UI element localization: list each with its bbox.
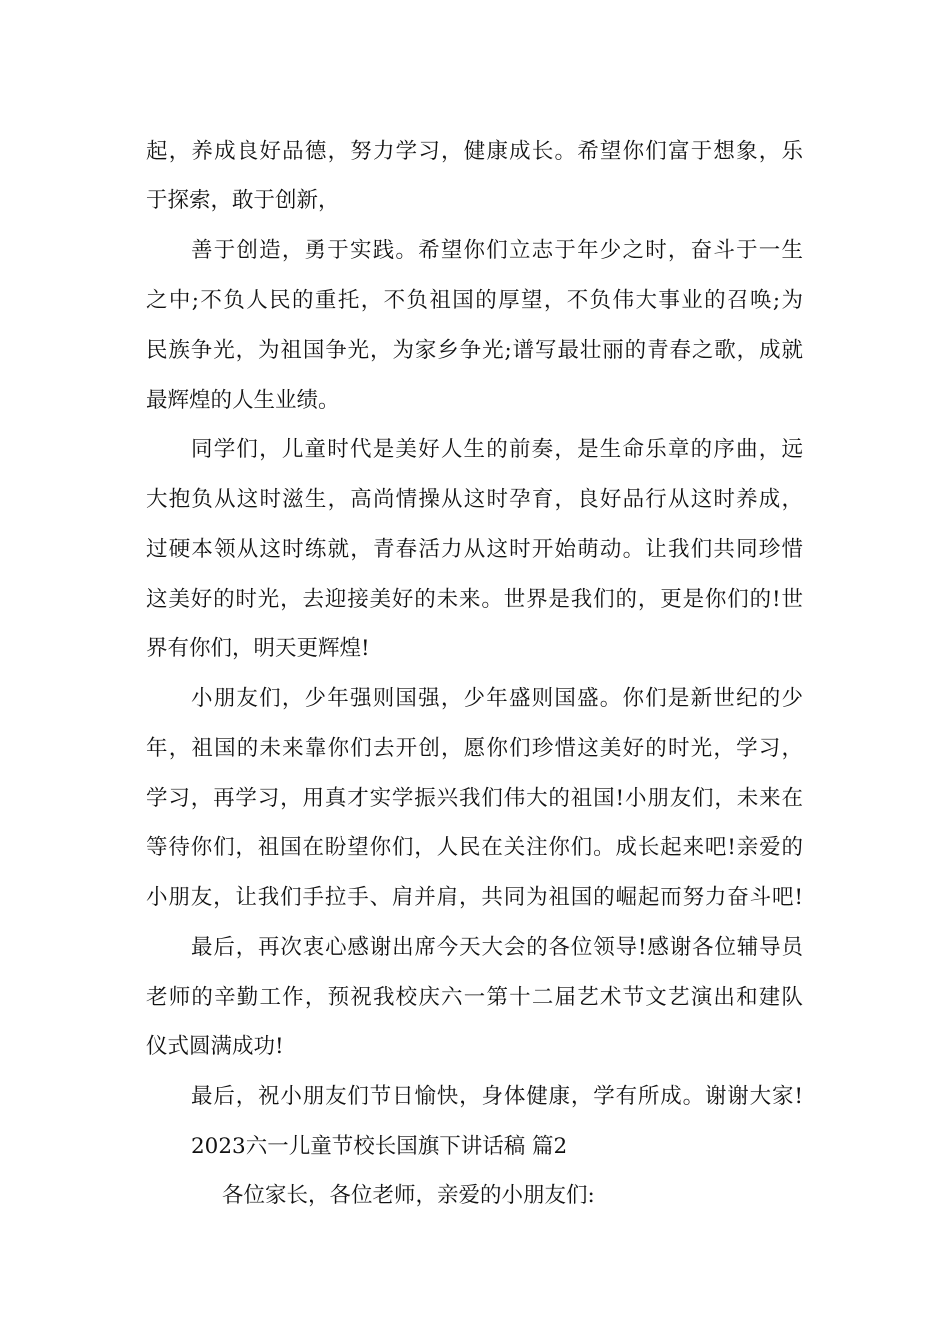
- section-heading: 2023六一儿童节校长国旗下讲话稿 篇2: [191, 1134, 568, 1159]
- paragraph-1-line-2: 于探索，敢于创新，: [146, 188, 340, 213]
- paragraph-3-line-2: 大抱负从这时滋生，高尚情操从这时孕育，良好品行从这时养成，: [146, 487, 803, 512]
- paragraph-4-line-2: 年，祖国的未来靠你们去开创，愿你们珍惜这美好的时光，学习，: [146, 736, 803, 761]
- paragraph-5-line-3: 仪式圆满成功!: [146, 1034, 284, 1059]
- paragraph-4-line-4: 等待你们，祖国在盼望你们，人民在关注你们。成长起来吧!亲爱的: [146, 835, 803, 860]
- paragraph-5-line-1: 最后，再次衷心感谢出席今天大会的各位领导!感谢各位辅导员: [191, 935, 803, 960]
- paragraph-3-line-1: 同学们，儿童时代是美好人生的前奏，是生命乐章的序曲，远: [191, 437, 803, 462]
- paragraph-4-line-3: 学习，再学习，用真才实学振兴我们伟大的祖国!小朋友们，未来在: [146, 786, 803, 811]
- paragraph-2-line-1: 善于创造，勇于实践。希望你们立志于年少之时，奋斗于一生: [191, 238, 803, 263]
- paragraph-1-line-1: 起，养成良好品德，努力学习，健康成长。希望你们富于想象，乐: [146, 139, 803, 164]
- paragraph-3-line-4: 这美好的时光，去迎接美好的未来。世界是我们的，更是你们的!世: [146, 587, 803, 612]
- salutation: 各位家长，各位老师，亲爱的小朋友们:: [222, 1183, 595, 1208]
- paragraph-5-line-2: 老师的辛勤工作，预祝我校庆六一第十二届艺术节文艺演出和建队: [146, 985, 803, 1010]
- paragraph-6-line-1: 最后，祝小朋友们节日愉快，身体健康，学有所成。谢谢大家!: [191, 1084, 803, 1109]
- paragraph-2-line-3: 民族争光，为祖国争光，为家乡争光;谱写最壮丽的青春之歌，成就: [146, 338, 803, 363]
- paragraph-2-line-4: 最辉煌的人生业绩。: [146, 388, 340, 413]
- paragraph-3-line-5: 界有你们，明天更辉煌!: [146, 636, 370, 661]
- paragraph-4-line-5: 小朋友，让我们手拉手、肩并肩，共同为祖国的崛起而努力奋斗吧!: [146, 885, 803, 910]
- paragraph-3-line-3: 过硬本领从这时练就，青春活力从这时开始萌动。让我们共同珍惜: [146, 537, 803, 562]
- paragraph-4-line-1: 小朋友们，少年强则国强，少年盛则国盛。你们是新世纪的少: [191, 686, 803, 711]
- paragraph-2-line-2: 之中;不负人民的重托，不负祖国的厚望，不负伟大事业的召唤;为: [146, 288, 803, 313]
